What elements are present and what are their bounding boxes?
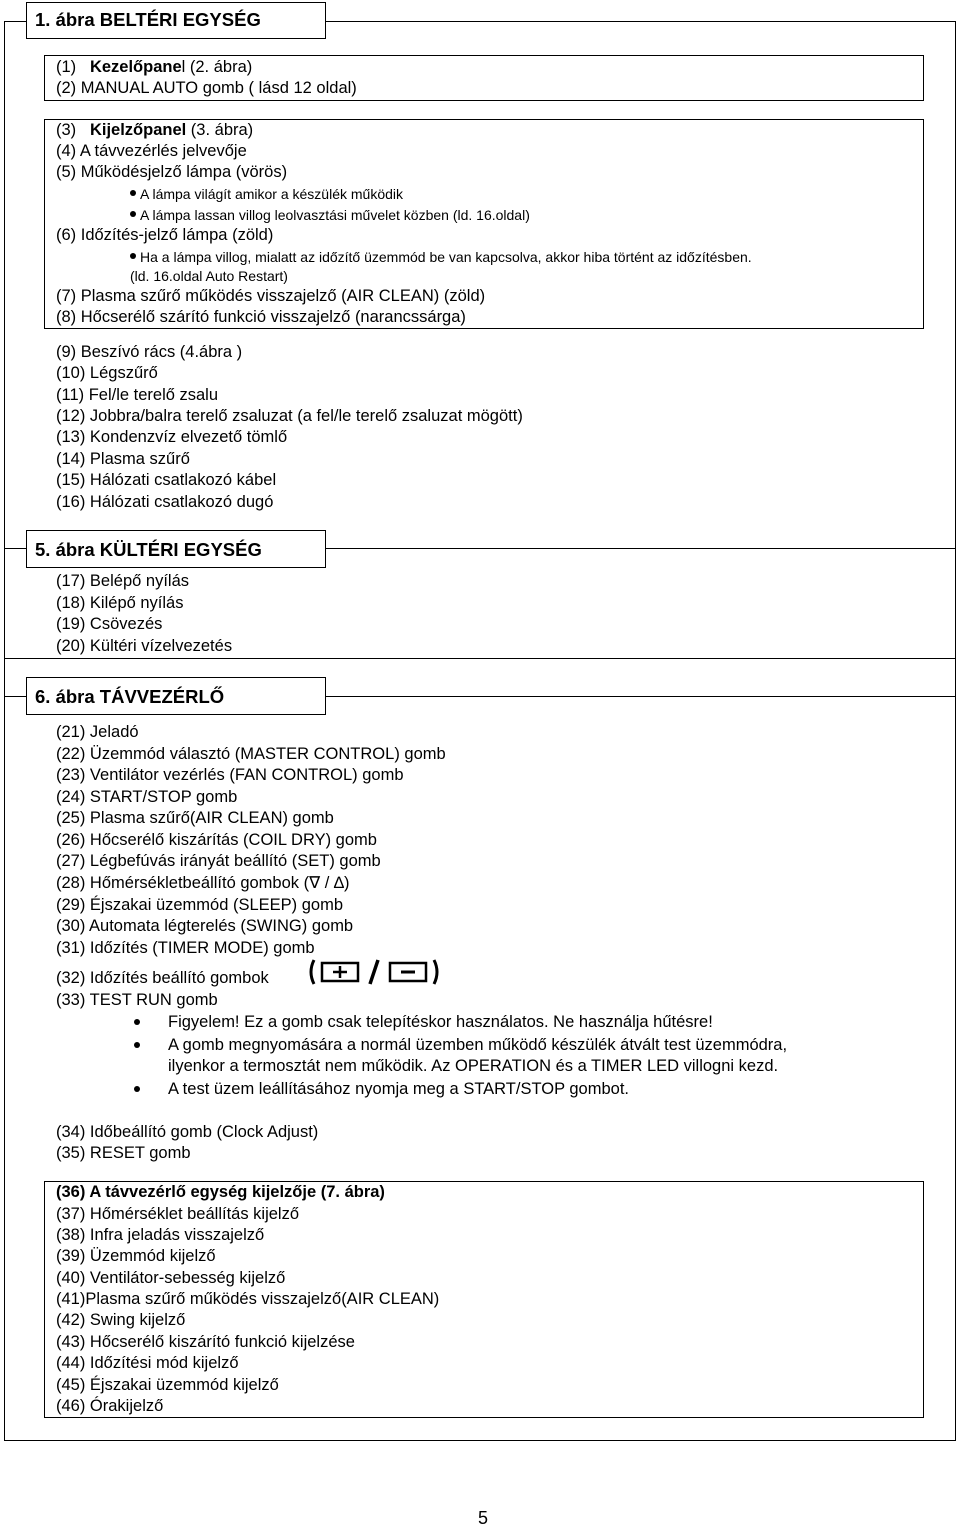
list-item: (44) Időzítési mód kijelző <box>56 1354 239 1372</box>
list-item: (40) Ventilátor-sebesség kijelző <box>56 1269 286 1287</box>
item-2: (2) MANUAL AUTO gomb ( lásd 12 oldal) <box>56 79 357 97</box>
list-item: (17) Belépő nyílás <box>56 572 189 590</box>
bullet-icon <box>134 1019 140 1025</box>
list-item: (45) Éjszakai üzemmód kijelző <box>56 1376 279 1394</box>
item-6a: Ha a lámpa villog, mialatt az időzítő üzemmód be van kapcsolva, akkor hiba történt az időzítésben. <box>130 247 752 267</box>
item-33: (33) TEST RUN gomb <box>56 991 218 1009</box>
list-item: (19) Csövezés <box>56 615 163 633</box>
bullet-icon <box>130 190 136 196</box>
list-item: (37) Hőmérséklet beállítás kijelző <box>56 1205 300 1223</box>
item-7: (7) Plasma szűrő működés visszajelző (AIR CLEAN) (zöld) <box>56 287 486 305</box>
list-item: (25) Plasma szűrő(AIR CLEAN) gomb <box>56 809 334 827</box>
list-item: (21) Jeladó <box>56 723 139 741</box>
list-item: (22) Üzemmód választó (MASTER CONTROL) gomb <box>56 745 446 763</box>
list-item: (31) Időzítés (TIMER MODE) gomb <box>56 939 315 957</box>
section6-title-text: 6. ábra TÁVVEZÉRLŐ <box>35 686 225 707</box>
note-item: ilyenkor a termosztát nem működik. Az OPERATION és a TIMER LED villogni kezd. <box>168 1057 779 1075</box>
list-item: (10) Légszűrő <box>56 364 158 382</box>
list-item: (39) Üzemmód kijelző <box>56 1247 216 1265</box>
list-item: (38) Infra jeladás visszajelző <box>56 1226 265 1244</box>
list-item: (42) Swing kijelző <box>56 1311 186 1329</box>
list-item: (18) Kilépő nyílás <box>56 594 184 612</box>
item-3: (3) Kijelzőpanel (3. ábra) <box>56 121 254 139</box>
list-item: (12) Jobbra/balra terelő zsaluzat (a fel/le terelő zsaluzat mögött) <box>56 407 523 425</box>
list-item: (13) Kondenzvíz elvezető tömlő <box>56 428 288 446</box>
item-5a: A lámpa világít amikor a készülék működik <box>130 184 403 204</box>
bullet-icon <box>134 1086 140 1092</box>
list-item: (35) RESET gomb <box>56 1144 191 1162</box>
plus-minus-keys-icon <box>306 958 446 986</box>
bullet-icon <box>134 1042 140 1048</box>
list-item: (41)Plasma szűrő működés visszajelző(AIR CLEAN) <box>56 1290 440 1308</box>
list-item: (23) Ventilátor vezérlés (FAN CONTROL) gomb <box>56 766 404 784</box>
section6-title <box>26 677 326 715</box>
item-6: (6) Időzítés-jelző lámpa (zöld) <box>56 226 274 244</box>
list-item: (15) Hálózati csatlakozó kábel <box>56 471 277 489</box>
list-item: (29) Éjszakai üzemmód (SLEEP) gomb <box>56 896 344 914</box>
item-5: (5) Működésjelző lámpa (vörös) <box>56 163 288 181</box>
display-box-heading: (36) A távvezérlő egység kijelzője (7. ábra) <box>56 1183 385 1201</box>
timer-adjust-icons <box>306 958 446 991</box>
item-6b: (ld. 16.oldal Auto Restart) <box>130 268 288 284</box>
list-item: (9) Beszívó rács (4.ábra ) <box>56 343 243 361</box>
page-number: 5 <box>478 1508 489 1528</box>
section1-title-text: 1. ábra BELTÉRI EGYSÉG <box>35 9 261 30</box>
item-1-bold: Kezelőpane <box>89 58 182 76</box>
list-item: (14) Plasma szűrő <box>56 450 190 468</box>
item-5b: A lámpa lassan villog leolvasztási művelet közben (ld. 16.oldal) <box>130 205 530 225</box>
bullet-icon <box>130 211 136 217</box>
note-item: A test üzem leállításához nyomja meg a START/STOP gombot. <box>168 1080 629 1098</box>
item-32: (32) Időzítés beállító gombok <box>56 969 269 987</box>
note-item: A gomb megnyomására a normál üzemben működő készülék átvált test üzemmódra, <box>168 1036 788 1054</box>
item-8: (8) Hőcserélő szárító funkció visszajelző (narancssárga) <box>56 308 466 326</box>
list-item: (34) Időbeállító gomb (Clock Adjust) <box>56 1123 319 1141</box>
list-item: (11) Fel/le terelő zsalu <box>56 386 219 404</box>
list-item: (30) Automata légterelés (SWING) gomb <box>56 917 354 935</box>
item-3-bold: Kijelzőpanel <box>89 121 187 139</box>
item-4: (4) A távvezérlés jelvevője <box>56 142 247 160</box>
section5-title-text: 5. ábra KÜLTÉRI EGYSÉG <box>35 539 262 560</box>
bullet-icon <box>130 253 136 259</box>
list-item: (46) Órakijelző <box>56 1397 164 1415</box>
item-1: (1) Kezelőpanel (2. ábra) <box>56 58 253 76</box>
list-item: (24) START/STOP gomb <box>56 788 238 806</box>
section1-title <box>26 2 326 39</box>
list-item: (26) Hőcserélő kiszárítás (COIL DRY) gomb <box>56 831 377 849</box>
list-item: (43) Hőcserélő kiszárító funkció kijelzése <box>56 1333 355 1351</box>
section5-title <box>26 530 326 568</box>
note-item: Figyelem! Ez a gomb csak telepítéskor használatos. Ne használja hűtésre! <box>168 1013 713 1031</box>
list-item: (16) Hálózati csatlakozó dugó <box>56 493 274 511</box>
list-item: (20) Kültéri vízelvezetés <box>56 637 233 655</box>
list-item: (28) Hőmérsékletbeállító gombok (∇ / ∆) <box>56 874 350 892</box>
list-item: (27) Légbefúvás irányát beállító (SET) gomb <box>56 852 381 870</box>
